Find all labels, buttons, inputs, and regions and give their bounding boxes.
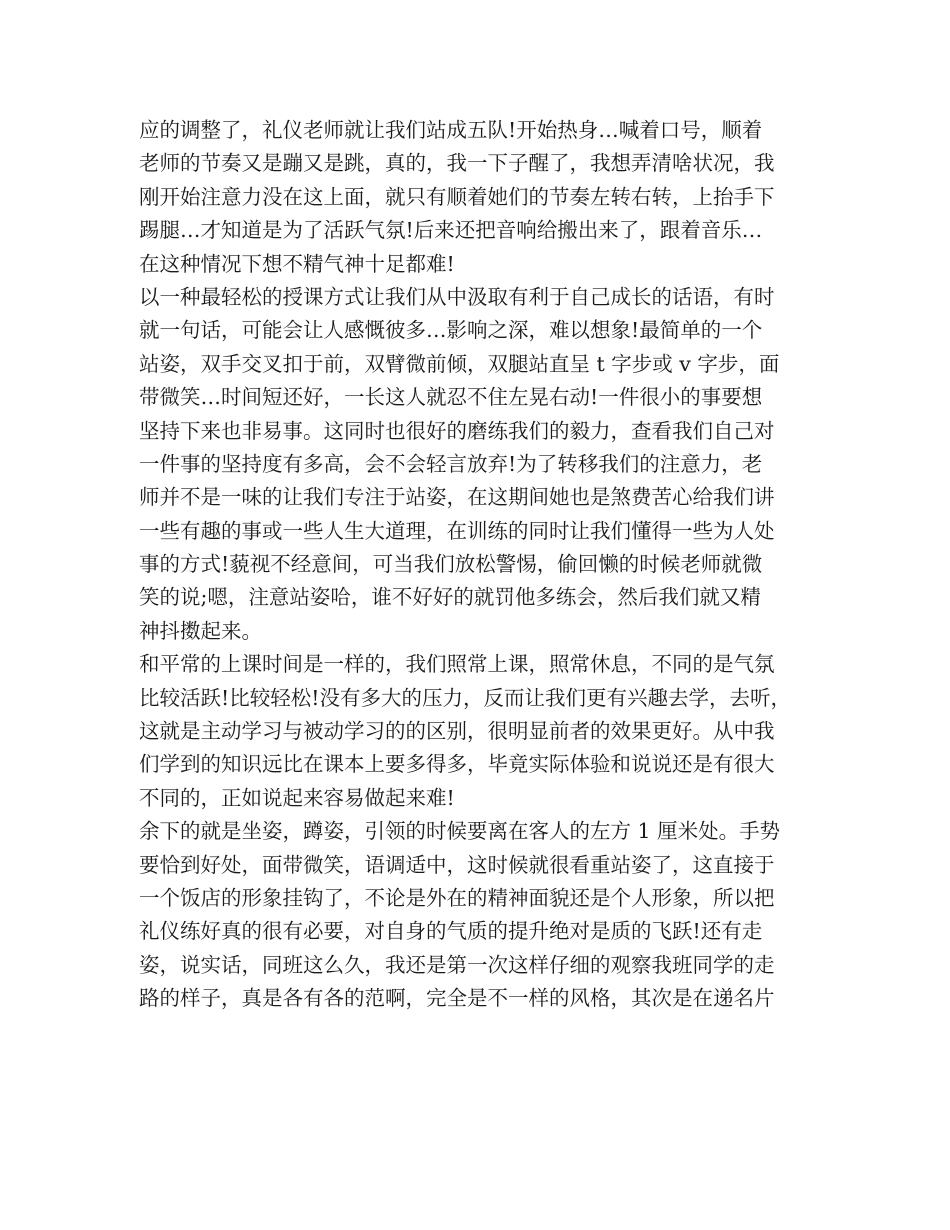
text-line: 笑的说;嗯，注意站姿哈，谁不好好的就罚他多练会，然后我们就又精 (139, 585, 761, 610)
text-line: 踢腿…才知道是为了活跃气氛!后来还把音响给搬出来了，跟着音乐… (139, 218, 763, 243)
document-body (139, 114, 829, 1016)
text-line: 这就是主动学习与被动学习的的区别，很明显前者的效果更好。从中我 (139, 719, 775, 744)
text-line: 坚持下来也非易事。这同时也很好的磨练我们的毅力，查看我们自己对 (139, 418, 775, 443)
text-line: 路的样子，真是各有各的范啊，完全是不一样的风格，其次是在递名片 (139, 986, 775, 1011)
text-line: 师并不是一味的让我们专注于站姿，在这期间她也是煞费苦心给我们讲 (139, 485, 775, 510)
text-line: 神抖擞起来。 (139, 618, 262, 643)
text-line: 一件事的坚持度有多高，会不会轻言放弃!为了转移我们的注意力，老 (139, 451, 763, 476)
text-line: 带微笑…时间短还好，一长这人就忍不住左晃右动!一件很小的事要想 (139, 385, 763, 410)
text-line: 在这种情况下想不精气神十足都难! (139, 251, 455, 276)
text-line: 不同的，正如说起来容易做起来难! (139, 785, 455, 810)
text-line: 余下的就是坐姿，蹲姿，引领的时候要离在客人的左方 1 厘米处。手势 (139, 819, 781, 844)
text-line: 姿，说实话，同班这么久，我还是第一次这样仔细的观察我班同学的走 (139, 952, 775, 977)
text-line: 要恰到好处，面带微笑，语调适中，这时候就很看重站姿了，这直接于 (139, 852, 775, 877)
text-line: 站姿，双手交叉扣于前，双臂微前倾，双腿站直呈 t 字步或 v 字步，面 (139, 351, 780, 376)
text-line: 们学到的知识远比在课本上要多得多，毕竟实际体验和说说还是有很大 (139, 752, 775, 777)
text-line: 一个饭店的形象挂钩了，不论是外在的精神面貌还是个人形象，所以把 (139, 885, 775, 910)
text-line: 应的调整了，礼仪老师就让我们站成五队!开始热身…喊着口号，顺着 (139, 118, 763, 142)
text-line: 就一句话，可能会让人感慨彼多…影响之深，难以想象!最简单的一个 (139, 318, 763, 343)
text-line: 刚开始注意力没在这上面，就只有顺着她们的节奏左转右转，上抬手下 (139, 184, 775, 209)
text-line: 礼仪练好真的很有必要，对自身的气质的提升绝对是质的飞跃!还有走 (139, 919, 763, 944)
text-line: 和平常的上课时间是一样的，我们照常上课，照常休息，不同的是气氛 (139, 652, 775, 677)
text-line: 以一种最轻松的授课方式让我们从中汲取有利于自己成长的话语，有时 (139, 284, 775, 309)
text-line: 事的方式!藐视不经意间，可当我们放松警惕，偷回懒的时候老师就微 (139, 552, 763, 577)
text-line: 老师的节奏又是蹦又是跳，真的，我一下子醒了，我想弄清啥状况，我 (139, 151, 775, 176)
text-line: 比较活跃!比较轻松!没有多大的压力，反而让我们更有兴趣去学，去听， (139, 685, 791, 710)
text-line: 一些有趣的事或一些人生大道理，在训练的同时让我们懂得一些为人处 (139, 518, 775, 543)
